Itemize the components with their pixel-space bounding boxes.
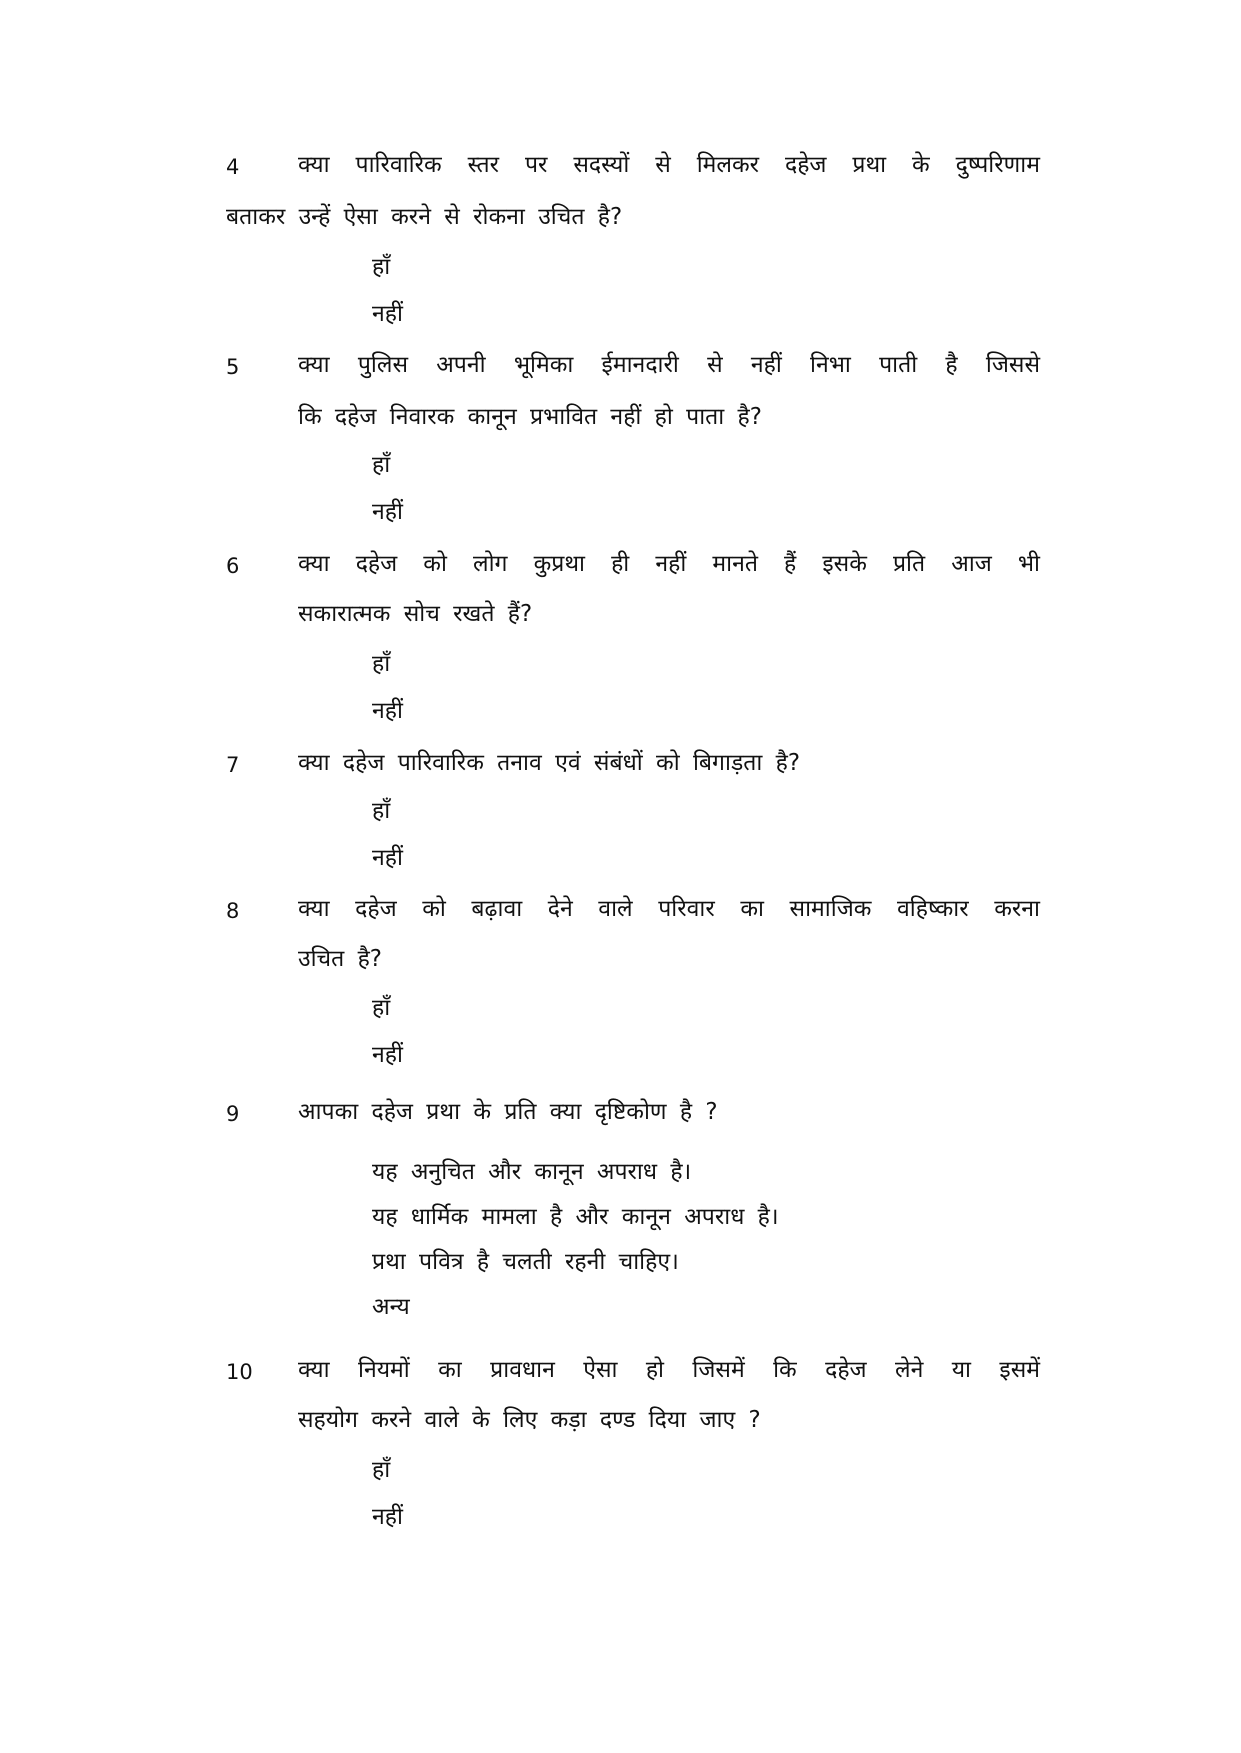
option-yes: हाँ (372, 798, 391, 824)
option-yes: हाँ (372, 995, 391, 1021)
option-yes: हाँ (372, 651, 391, 677)
option-choice: प्रथा पवित्र है चलती रहनी चाहिए। (372, 1249, 679, 1275)
question-number: 5 (226, 355, 240, 379)
option-yes: हाँ (372, 452, 391, 478)
question-text-line: आपका दहेज प्रथा के प्रति क्या दृष्टिकोण है ? (298, 1099, 718, 1125)
question-text-line: क्या पारिवारिक स्तर पर सदस्यों से मिलकर दहेज प्रथा के दुष्परिणाम (298, 152, 1040, 178)
option-other: अन्य (372, 1294, 410, 1320)
question-number: 6 (226, 554, 240, 578)
question-text-line: क्या दहेज को बढ़ावा देने वाले परिवार का सामाजिक वहिष्कार करना (298, 896, 1040, 922)
question-number: 9 (226, 1102, 240, 1126)
question-number: 10 (226, 1360, 253, 1384)
option-no: नहीं (372, 1042, 403, 1068)
question-text-line: क्या नियमों का प्रावधान ऐसा हो जिसमें कि दहेज लेने या इसमें (298, 1357, 1040, 1383)
option-no: नहीं (372, 698, 403, 724)
option-no: नहीं (372, 499, 403, 525)
question-number: 4 (226, 155, 240, 179)
option-no: नहीं (372, 1504, 403, 1530)
question-text-line: सहयोग करने वाले के लिए कड़ा दण्ड दिया जाए ? (298, 1407, 761, 1433)
question-number: 8 (226, 899, 240, 923)
option-no: नहीं (372, 301, 403, 327)
question-text-line: क्या पुलिस अपनी भूमिका ईमानदारी से नहीं निभा पाती है जिससे (298, 352, 1040, 378)
question-text-line: कि दहेज निवारक कानून प्रभावित नहीं हो पाता है? (298, 404, 762, 430)
question-text-line: सकारात्मक सोच रखते हैं? (298, 601, 533, 627)
option-yes: हाँ (372, 1457, 391, 1483)
question-text-line: क्या दहेज को लोग कुप्रथा ही नहीं मानते हैं इसके प्रति आज भी (298, 551, 1040, 577)
option-choice: यह धार्मिक मामला है और कानून अपराध है। (372, 1204, 779, 1230)
question-text-line: उचित है? (298, 946, 383, 972)
question-number: 7 (226, 753, 240, 777)
question-text-line: बताकर उन्हें ऐसा करने से रोकना उचित है? (226, 204, 623, 230)
option-no: नहीं (372, 845, 403, 871)
question-text-line: क्या दहेज पारिवारिक तनाव एवं संबंधों को बिगाड़ता है? (298, 750, 801, 776)
option-yes: हाँ (372, 254, 391, 280)
option-choice: यह अनुचित और कानून अपराध है। (372, 1159, 692, 1185)
